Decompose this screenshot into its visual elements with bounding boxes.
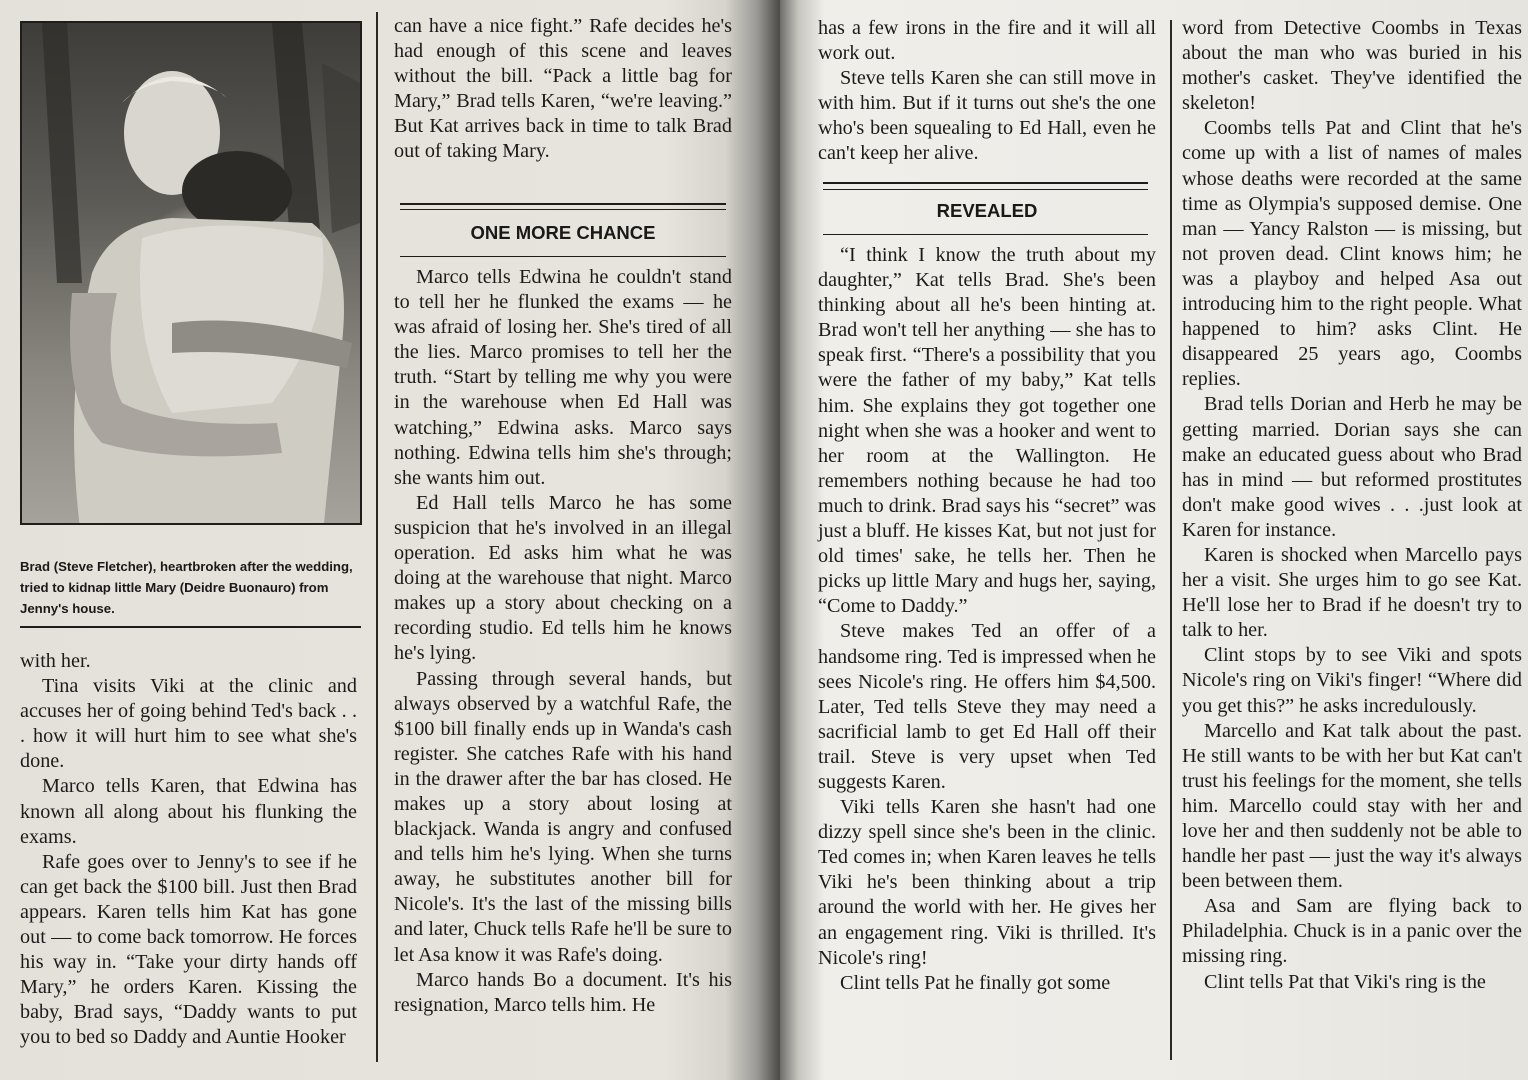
paragraph: word from Detective Coombs in Texas about the man who was buried in his mother's casket. They've identified the skeleton! xyxy=(1182,17,1522,115)
paragraph: Clint tells Pat he finally got some xyxy=(840,971,1111,994)
paragraph: Viki tells Karen she hasn't had one dizzy spell since she's been in the clinic. Ted comes in; when Karen leaves he tells Viki he's been thinking about a trip around the world with her. He gives her an engagement ring. Viki is thrilled. It's Nicole's ring! xyxy=(818,796,1156,969)
column-2 xyxy=(394,14,732,165)
photo-caption: Brad (Steve Fletcher), heartbroken after the wedding, tried to kidnap little Mary (Deidre Buonauro) from Jenny's house. xyxy=(20,559,353,616)
section-rule-bottom xyxy=(400,256,726,257)
paragraph: Steve tells Karen she can still move in with him. But if it turns out she's the one who's been squealing to Ed Hall, even he can't keep her alive. xyxy=(818,67,1156,165)
paragraph: Asa and Sam are flying back to Philadelphia. Chuck is in a panic over the missing ring. xyxy=(1182,895,1522,968)
paragraph: Coombs tells Pat and Clint that he's come up with a list of names of males whose deaths were recorded at the same time as Olympia's supposed demise. One man — Yancy Ralston — is missing, but not proven dead. Clint knows him; he was a playboy and helped Asa out introducing him to the right people. What happened to him? asks Clint. He disappeared 25 years ago, Coombs replies. xyxy=(1182,117,1522,391)
column-3 xyxy=(818,16,1156,167)
column-divider xyxy=(1170,20,1172,1060)
section-rule-top-thin xyxy=(823,189,1148,190)
paragraph: can have a nice fight.” Rafe decides he's had enough of this scene and leaves without the bill. “Pack a little bag for Mary,” Brad tells Karen, “we're leaving.” But Kat arrives back in time to talk Brad out of taking Mary. xyxy=(394,15,732,163)
column-divider xyxy=(376,12,378,1062)
paragraph: Rafe goes over to Jenny's to see if he can get back the $100 bill. Just then Brad appears. Karen tells him Kat has gone out — to come back tomorrow. He forces his way in. “Take your dirty hands off Mary,” he orders Karen. Kissing the baby, Brad says, “Daddy wants to put you to bed so Daddy and Auntie Hooker xyxy=(20,850,357,1049)
section-heading-one-more-chance: ONE MORE CHANCE xyxy=(470,222,656,243)
paragraph: Clint stops by to see Viki and spots Nicole's ring on Viki's finger! “Where did you get this?” he asks incredulously. xyxy=(1182,644,1522,717)
paragraph: Tina visits Viki at the clinic and accuses her of going behind Ted's back . . . how it will hurt him to see what she's done. xyxy=(20,675,357,773)
paragraph: Brad tells Dorian and Herb he may be getting married. Dorian says she can make an educated guess about who Brad has in mind — but reformed prostitutes don't make good wives . . .just look at Karen for instance. xyxy=(1182,393,1522,541)
paragraph: Marco tells Edwina he couldn't stand to tell her he flunked the exams — he was afraid of losing her. She's tired of all the lies. Marco promises to tell her the truth. “Start by telling me why you were in the warehouse when Ed Hall was watching,” Edwina asks. Marco says nothing. Edwina tells him she's through; she wants him out. xyxy=(394,266,732,489)
column-4 xyxy=(1182,16,1522,995)
paragraph: has a few irons in the fire and it will all work out. xyxy=(818,17,1156,65)
column-3-body xyxy=(818,243,1156,996)
column-2-body xyxy=(394,265,732,1018)
paragraph: with her. xyxy=(20,650,91,672)
paragraph: Ed Hall tells Marco he has some suspicion that he's involved in an illegal operation. Ed asks him what he was doing at the warehouse that night. Marco makes up a story about checking on a recording studio. Ed tells him he knows he's lying. xyxy=(394,491,732,665)
paragraph: Karen is shocked when Marcello pays her a visit. She urges him to go see Kat. He'll lose her to Brad if he doesn't try to talk to her. xyxy=(1182,543,1522,642)
column-1 xyxy=(20,649,357,1051)
paragraph: Marco hands Bo a document. It's his resignation, Marco tells him. He xyxy=(394,968,732,1016)
paragraph: “I think I know the truth about my daughter,” Kat tells Brad. She's been thinking about all he's been hinting at. Brad won't tell her anything — she has to speak first. “There's a possibility that you were the father of my baby,” Kat tells him. She explains they got together one night when she was a hooker and went to her room at the Wallington. He remembers nothing because he had too much to drink. Brad says his “secret” was just a bluff. He kisses Kat, but not just for old times' sake, he tells her. Then he picks up little Mary and hugs her, saying, “Come to Daddy.” xyxy=(818,244,1156,618)
paragraph: Steve makes Ted an offer of a handsome ring. Ted is impressed when he sees Nicole's ring. He offers him $4,500. Later, Ted tells Steve they may need a sacrificial lamb to get Ed Hall off their trail. Steve is very upset when Ted suggests Karen. xyxy=(818,620,1156,793)
section-heading-revealed: REVEALED xyxy=(936,200,1038,221)
paragraph: Marco tells Karen, that Edwina has known all along about his flunking the exams. xyxy=(20,775,357,848)
caption-divider xyxy=(20,626,361,628)
section-rule-top xyxy=(400,203,726,205)
paragraph: Passing through several hands, but always observed by a watchful Rafe, the $100 bill finally ends up in Wanda's cash register. She catches Rafe with his hand in the drawer after the bar has closed. He makes up a story about losing at blackjack. Wanda is angry and confused and tells him he's lying. When she turns away, he substitutes another bill for Nicole's. It's the last of the missing bills and later, Chuck tells Rafe he'll be sure to let Asa know it was Rafe's doing. xyxy=(394,667,732,966)
photo-brad-and-mary xyxy=(20,21,362,525)
paragraph: Clint tells Pat that Viki's ring is the xyxy=(1204,970,1486,993)
photo-illustration xyxy=(22,23,360,523)
section-rule-top xyxy=(823,182,1148,184)
paragraph: Marcello and Kat talk about the past. He still wants to be with her but Kat can't trust his feelings for the moment, she tells him. Marcello could stay with her and love her and then suddenly not be able to handle her past — just the way it's always been between them. xyxy=(1182,719,1522,893)
section-rule-bottom xyxy=(823,234,1148,235)
section-rule-top-thin xyxy=(400,209,726,210)
